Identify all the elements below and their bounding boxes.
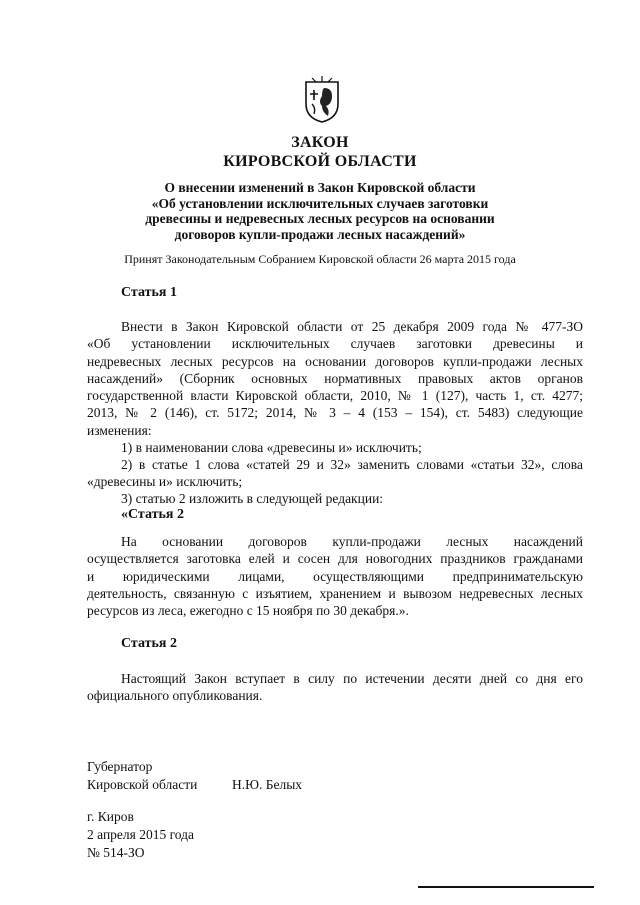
article-2-heading: Статья 2 [121,636,177,651]
article-1-main-paragraph [87,318,583,439]
text-line: насаждений» (Сборник основных нормативных правовых актов органов [87,370,583,386]
adoption-note: Принят Законодательным Собранием Кировской области 26 марта 2015 года [124,252,516,266]
text-line: «древесины и» исключить; [87,474,243,490]
signing-date: 2 апреля 2015 года [87,827,195,842]
footer-rule [418,886,594,888]
coat-of-arms-icon [302,74,342,124]
law-number: № 514-ЗО [87,845,145,860]
signatory-name: Н.Ю. Белых [232,777,303,792]
city: г. Киров [87,809,134,824]
text-line: Внести в Закон Кировской области от 25 декабря 2009 года № 477-ЗО [121,319,583,334]
amendment-item-3 [87,490,583,507]
article-2-paragraph [87,670,583,705]
quoted-article-text [87,533,583,619]
text-line: государственной власти Кировской области, 2010, № 1 (127), часть 1, ст. 4277; [87,388,583,404]
quoted-article-heading: «Статья 2 [121,507,184,522]
text-line: Настоящий Закон вступает в силу по истечении десяти дней со дня его [121,671,583,686]
text-line: осуществляется заготовка елей и сосен для новогодних праздников гражданами [87,551,583,567]
text-line: 1) в наименовании слова «древесины и» исключить; [121,440,422,455]
text-line: 2013, № 2 (146), ст. 5172; 2014, № 3 – 4 (153 – 154), ст. 5483) следующие [87,405,583,421]
text-line: ресурсов из леса, ежегодно с 15 ноября по 30 декабря.». [87,603,409,619]
amendment-item-1 [87,439,583,456]
law-title [0,133,640,171]
subject-line: договоров купли-продажи лесных насаждений» [174,226,466,242]
signatory-title-line: Губернатор [87,759,153,774]
text-line: 2) в статье 1 слова «статей 29 и 32» заменить словами «статьи 32», слова [121,457,583,472]
subject-line: О внесении изменений в Закон Кировской области [164,180,476,195]
text-line: 3) статью 2 изложить в следующей редакции: [121,491,384,506]
text-line: «Об установлении исключительных случаев заготовки древесины и [87,336,583,352]
document-place-date [87,808,194,862]
text-line: деятельность, связанную с изъятием, хранением и вывозом недревесных лесных [87,585,583,601]
subject-line: древесины и недревесных лесных ресурсов на основании [145,211,495,226]
law-word: ЗАКОН [291,134,349,151]
signatory-title-line: Кировской области [87,777,198,792]
text-line: На основании договоров купли-продажи лесных насаждений [121,534,583,549]
text-line: и юридическими лицами, осуществляющими предпринимательскую [87,568,583,584]
amendment-item-2 [87,456,583,491]
region-name: КИРОВСКОЙ ОБЛАСТИ [223,153,417,170]
subject-line: «Об установлении исключительных случаев заготовки [151,195,489,211]
article-1-heading: Статья 1 [121,285,177,300]
signatory-title [87,758,197,794]
law-subject [0,180,640,242]
text-line: официального опубликования. [87,688,263,704]
text-line: изменения: [87,422,152,438]
text-line: недревесных лесных ресурсов на основании договоров купли-продажи лесных [87,353,583,369]
